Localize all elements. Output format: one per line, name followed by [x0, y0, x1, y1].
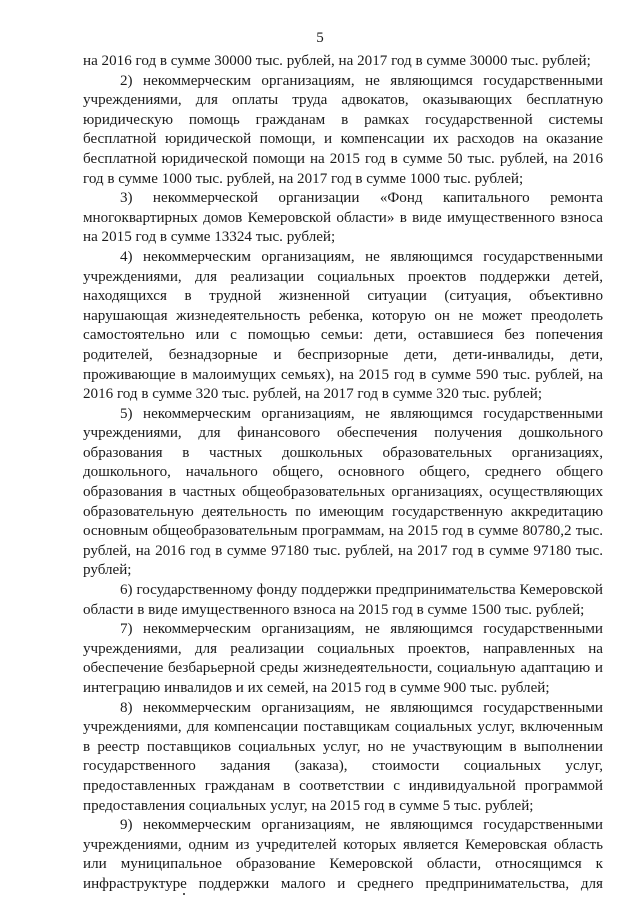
paragraph-item-8: 8) некоммерческим организациям, не являющимся государственными учреждениями, для компенсации поставщикам социальных услуг, включенным в реестр поставщиков социальных услуг, но не участвующим в выполнении государственного задания (заказа), стоимости социальных услуг, предоставленных гражданам в соответствии с индивидуальной программой предоставления социальных услуг, на 2015 год в сумме 5 тыс. рублей; — [83, 699, 603, 814]
paragraph-item-2: 2) некоммерческим организациям, не являющимся государственными учреждениями, для оплаты труда адвокатов, оказывающих бесплатную юридическую помощь гражданам в рамках государственной системы бесплатной юридической помощи, и компенсации их расходов на оказание бесплатной юридической помощи на 2015 год в сумме 50 тыс. рублей, на 2016 год в сумме 1000 тыс. рублей, на 2017 год в сумме 1000 тыс. рублей; — [83, 72, 603, 187]
paragraph-continuation: на 2016 год в сумме 30000 тыс. рублей, на 2017 год в сумме 30000 тыс. рублей; — [83, 53, 591, 69]
paragraph-item-5: 5) некоммерческим организациям, не являющимся государственными учреждениями, для финансового обеспечения получения дошкольного образования в частных дошкольных образовательных организациях, дошкольного, начального общего, основного общего, среднего общего образования в частных общеобразовательных организациях, осуществляющих образовательную деятельность по имеющим государственную аккредитацию основным общеобразовательным программам, на 2015 год в сумме 80780,2 тыс. рублей, на 2016 год в сумме 97180 тыс. рублей, на 2017 год в сумме 97180 тыс. рублей; — [83, 405, 603, 579]
paragraph-item-9: 9) некоммерческим организациям, не являющимся государственными учреждениями, одним из учредителей которых является Кемеровская область или муниципальное образование Кемеровской области, относящимся к инфраструктуре поддержки малого и среднего предпринимательства, для — [83, 817, 603, 892]
paragraph-item-4: 4) некоммерческим организациям, не являющимся государственными учреждениями, для реализации социальных проектов поддержки детей, находящихся в трудной жизненной ситуации (ситуация, объективно нарушающая жизнедеятельность ребенка, которую он не может преодолеть самостоятельно или с помощью семьи: дети, оставшиеся без попечения родителей, безнадзорные и беспризорные дети, дети-инвалиды, дети, проживающие в малоимущих семьях), на 2015 год в сумме 590 тыс. рублей, на 2016 год в сумме 320 тыс. рублей, на 2017 год в сумме 320 тыс. рублей; — [83, 248, 603, 403]
paragraph-item-3: 3) некоммерческой организации «Фонд капитального ремонта многоквартирных домов Кемеровской области» в виде имущественного взноса на 2015 год в сумме 13324 тыс. рублей; — [83, 190, 603, 246]
paragraph-item-7: 7) некоммерческим организациям, не являющимся государственными учреждениями, для реализации социальных проектов, направленных на обеспечение безбарьерной среды жизнедеятельности, социальную адаптацию и интеграцию инвалидов и их семей, на 2015 год в сумме 900 тыс. рублей; — [83, 621, 603, 696]
page-number: 5 — [316, 30, 324, 46]
document-body — [83, 52, 603, 895]
paragraph-item-6: 6) государственному фонду поддержки предпринимательства Кемеровской области в виде имущественного взноса на 2015 год в сумме 1500 тыс. рублей; — [83, 582, 603, 618]
scan-speck — [183, 893, 185, 895]
